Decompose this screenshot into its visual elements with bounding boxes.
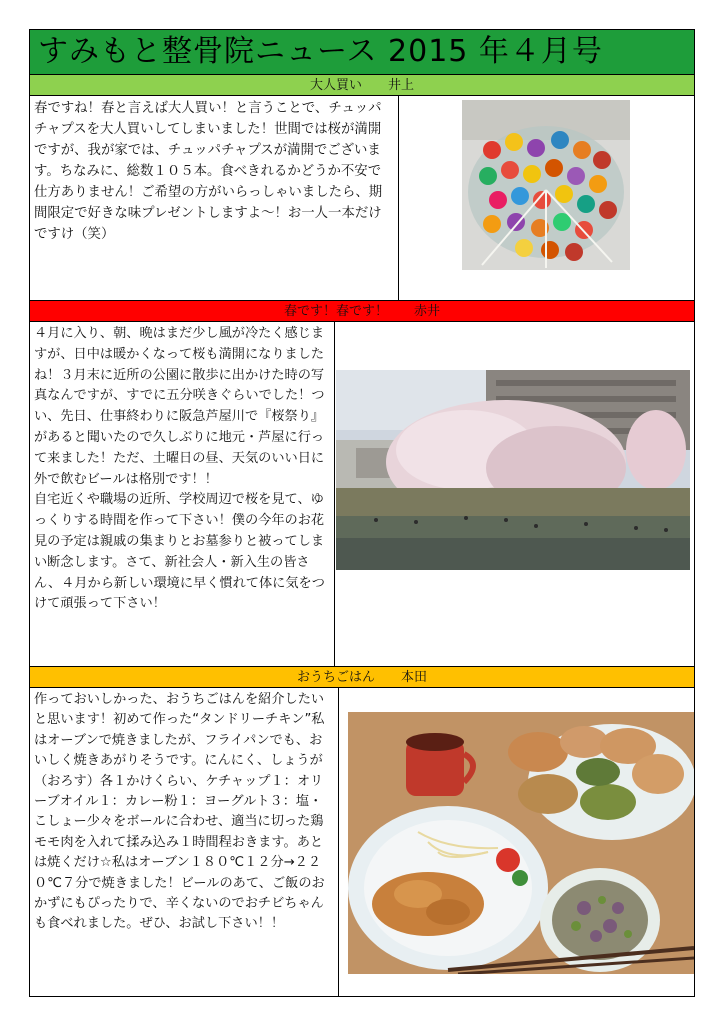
home-meal-photo [348,712,694,974]
newsletter-page [29,29,695,997]
section-heading: 大人買い [309,78,362,93]
column-divider [334,322,335,666]
section-heading: 春です！春です！ [283,304,388,319]
section-body: 作っておいしかった、おうちごはんを紹介したいと思います！初めて作った“タンドリーチキン”私はオーブンで焼きましたが、フライパンでも、おいしく焼きあがりそうです。にんにく、しょうが（おろす）各１かけくらい、ケチャップ１：オリーブオイル１：カレー粉１：ヨーグルト３：塩・こしょー少々をボールに合わせ、適当に切った鶏モモ肉を入れて揉み込み１時間程おきます。あとは焼くだけ☆私はオーブン１８０℃１２分→２２０℃７分で焼きました！ビールのあて、ご飯のおかずにもぴったりで、辛くないのでおチビちゃんも食べれました。ぜひ、お試し下さい！！ [34,692,325,932]
section-heading: おうちごはん [296,670,375,685]
section-header-2 [30,300,694,322]
section-body: ４月に入り、朝、晩はまだ少し風が冷たく感じますが、日中は暖かくなって桜も満開になりましたね！３月末に近所の公園に散歩に出かけた時の写真なんですが、すでに五分咲きぐらいでした！つい、先日、仕事終わりに阪急芦屋川で『桜祭り』があると聞いたので久しぶりに地元・芦屋に行って来ました！ただ、土曜日の昼、天気のいい日に外で飲むビールは格別です！！ 自宅近くや職場の近所、学校周辺で桜を見て、ゆっくりする時間を作って下さい！僕の今年のお花見の予定は親戚の集まりとお墓参りと被ってしまい断念します。さて、新社会人・新入生の皆さん、４月から新しい環境に早く慣れて体に気をつけて頑張って下さい！ [34,326,325,612]
section-header-1 [30,74,694,96]
section-header-3 [30,666,694,688]
cherry-blossom-photo [336,370,690,570]
column-divider [338,688,339,996]
section-author: 本田 [401,670,428,685]
lollipop-photo [462,100,630,270]
section-author: 赤井 [414,304,441,319]
column-divider [398,96,399,300]
section-author: 井上 [388,78,415,93]
section-body: 春ですね！春と言えば大人買い！と言うことで、チュッパチャプスを大人買いしてしまいました！世間では桜が満開ですが、我が家では、チュッパチャプスが満開でございます。ちなみに、総数１０５本。食べきれるかどうか不安で仕方ありません！ご希望の方がいらっしゃいましたら、期間限定で好きな味プレゼントしますよ～！お一人一本だけですけ（笑） [34,101,383,242]
page-title: すみもと整骨院ニュース 2015 年４月号 [30,30,694,74]
